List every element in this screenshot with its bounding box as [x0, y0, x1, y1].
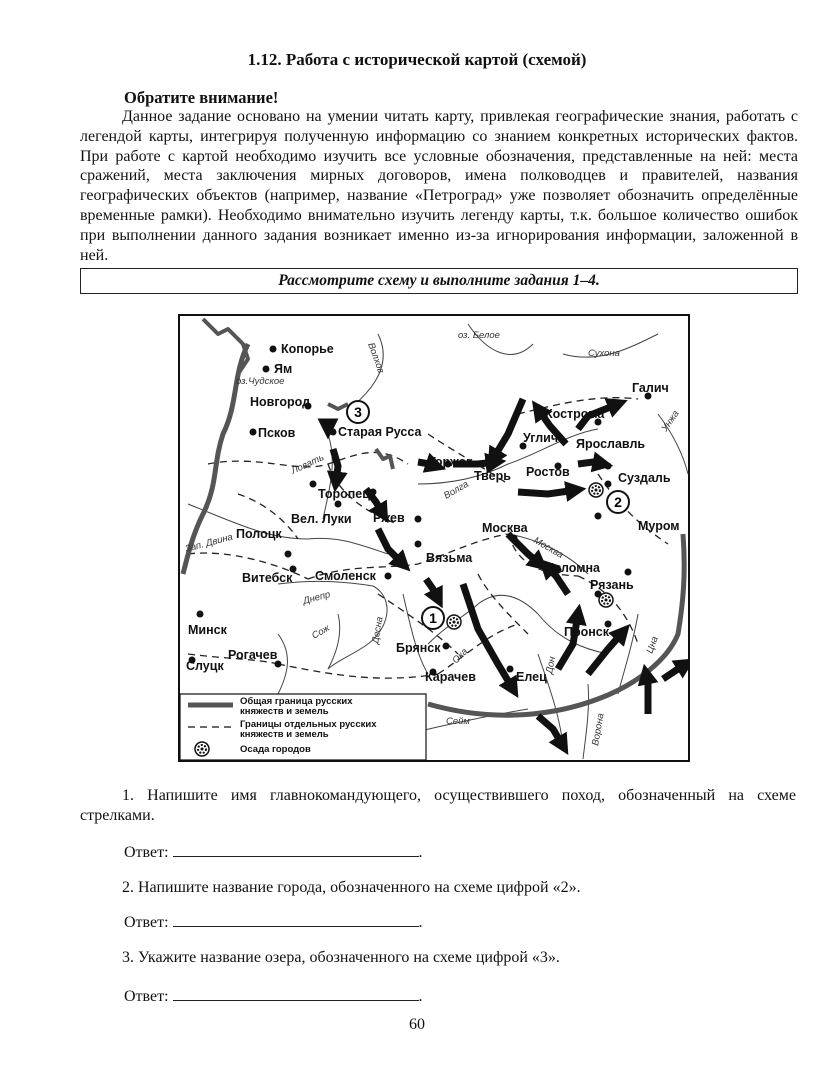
svg-text:3: 3	[354, 404, 362, 420]
city-suzdal: Суздаль	[618, 471, 671, 485]
city-staraya-russa: Старая Русса	[338, 425, 422, 439]
city-uglich: Углич	[523, 431, 559, 445]
page-number: 60	[409, 1016, 425, 1033]
city-polotsk: Полоцк	[236, 527, 282, 541]
city-koporye: Копорье	[281, 342, 334, 356]
city-minsk: Минск	[188, 623, 227, 637]
city-slutsk: Слуцк	[186, 659, 224, 673]
answer-line[interactable]	[173, 912, 419, 927]
river-dnepr: Днепр	[301, 589, 332, 607]
city-galich: Галич	[632, 381, 669, 395]
river-seym: Сейм	[446, 716, 470, 727]
river-vorona: Ворона	[590, 712, 607, 747]
marker-3	[347, 401, 369, 423]
river-desna: Десна	[370, 615, 386, 645]
river-zap-dvina: Зап. Двина	[183, 531, 235, 555]
river-sukhona: Сухона	[588, 348, 620, 359]
city-vyazma: Вязьма	[426, 551, 473, 565]
city-torzhok: Торжок	[428, 455, 473, 469]
city-smolensk: Смоленск	[315, 569, 376, 583]
river-lovat: Ловать	[289, 452, 326, 477]
city-kolomna: Коломна	[546, 561, 600, 575]
river-tsna: Цна	[644, 634, 661, 656]
river-moskva: Москва	[531, 535, 566, 561]
marker-2	[607, 491, 629, 513]
city-pskov: Псков	[258, 426, 296, 440]
svg-text:2: 2	[614, 494, 622, 510]
lake-chudskoe: оз.Чудское	[236, 376, 285, 387]
city-ryazan: Рязань	[590, 578, 634, 592]
answer-3[interactable]: Ответ: .	[124, 988, 423, 1005]
river-unzha: Унжа	[659, 408, 682, 434]
marker-1	[422, 607, 444, 629]
svg-text:княжеств и земель: княжеств и земель	[240, 706, 329, 717]
answer-1[interactable]: Ответ: .	[124, 844, 423, 861]
city-yaroslavl: Ярославль	[576, 437, 646, 451]
city-bryansk: Брянск	[396, 641, 441, 655]
city-toropets: Торопец	[318, 487, 370, 501]
city-pronsk: Пронск	[564, 625, 610, 639]
city-yam: Ям	[274, 362, 293, 376]
svg-text:1: 1	[429, 610, 437, 626]
historical-map	[178, 314, 690, 762]
svg-text:Общая граница русских: Общая граница русских	[240, 696, 353, 707]
question-2: 2. Напишите название города, обозначенного на схеме цифрой «2».	[122, 879, 581, 896]
answer-line[interactable]	[173, 842, 419, 857]
city-rostov: Ростов	[526, 465, 570, 479]
answer-line[interactable]	[173, 986, 419, 1001]
question-3: 3. Укажите название озера, обозначенного на схеме цифрой «3».	[122, 949, 560, 966]
city-moskva: Москва	[482, 521, 528, 535]
svg-text:Осада городов: Осада городов	[240, 744, 311, 755]
city-rogachev: Рогачев	[228, 648, 278, 662]
answer-2[interactable]: Ответ: .	[124, 914, 423, 931]
task-instruction-box: Рассмотрите схему и выполните задания 1–4.	[80, 268, 798, 294]
svg-text:Границы отдельных русских: Границы отдельных русских	[240, 719, 377, 730]
lake-beloe: оз. Белое	[458, 330, 500, 341]
city-vel-luki: Вел. Луки	[291, 512, 352, 526]
answer-label: Ответ:	[124, 988, 169, 1005]
city-karachev: Карачев	[425, 670, 476, 684]
section-title: 1.12. Работа с исторической картой (схемой)	[247, 50, 587, 69]
city-elets: Елец	[516, 670, 547, 684]
attention-heading: Обратите внимание!	[124, 88, 279, 107]
river-don: Дон	[544, 655, 558, 675]
city-novgorod: Новгород	[250, 395, 311, 409]
city-vitebsk: Витебск	[242, 571, 293, 585]
question-1: 1. Напишите имя главнокомандующего, осуществившего поход, обозначенный на схеме стрелками.	[80, 787, 796, 824]
answer-label: Ответ:	[124, 844, 169, 861]
river-sozh: Сож	[310, 622, 332, 642]
city-murom: Муром	[638, 519, 680, 533]
river-volkhov: Волхов	[365, 341, 387, 375]
attention-text: Данное задание основано на умении читать карту, привлекая географические знания, работать с легендой карты, интегрируя полученную информацию со знанием конкретных исторических фактов. При работе с картой необходимо изучить все условные обозначения, представленные на ней: места сражений, места заключения мирных договоров, имена полководцев и правителей, названия географических объектов (например, название «Петроград» уже позволяет обозначить определённые временные рамки). Необходимо внимательно изучить легенду карты, т.к. большое количество ошибок при выполнении данного задания возникает именно из-за игнорирования информации, заложенной в ней.	[80, 108, 798, 264]
answer-label: Ответ:	[124, 914, 169, 931]
river-oka: Ока	[450, 646, 471, 667]
city-rzhev: Ржев	[373, 511, 405, 525]
city-kostroma: Кострома	[545, 407, 605, 421]
svg-text:княжеств и земель: княжеств и земель	[240, 729, 329, 740]
map-legend	[180, 694, 426, 760]
city-tver: Тверь	[474, 469, 511, 483]
river-volga: Волга	[442, 478, 471, 502]
